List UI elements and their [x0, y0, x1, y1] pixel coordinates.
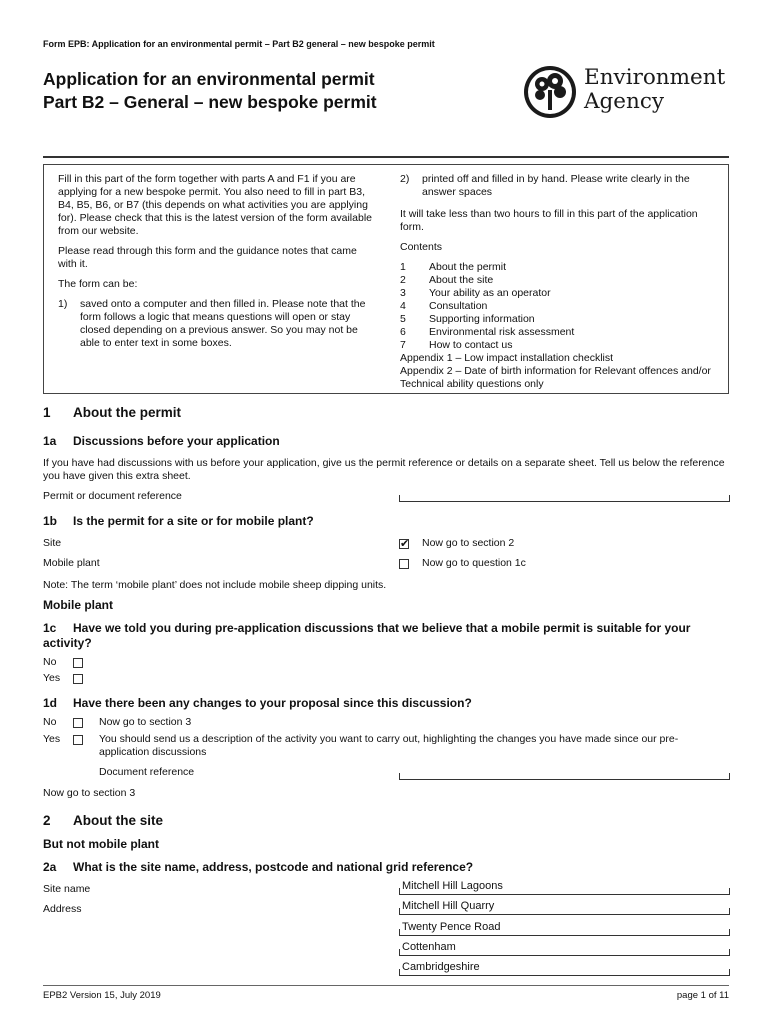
item-text: saved onto a computer and then filled in. Please note that the form follows a logic that means questions will open or stay closed depending on a previous answer. So you may not be able to enter text in some boxes.: [80, 298, 366, 349]
logo-line-1: Environment: [584, 65, 726, 90]
site-name-value: Mitchell Hill Lagoons: [402, 880, 503, 892]
mobile-plant-note-text: Note: The term ‘mobile plant’ does not include mobile sheep dipping units.: [43, 579, 387, 591]
intro-p1: Fill in this part of the form together with parts A and F1 if you are applying for a new bespoke permit. You also need to fill in part B3, B4, B5, B6, or B7 (this depends on what activities you are applying for). Please check that this is the latest version of the form available from our website.: [58, 173, 372, 237]
site-name-label: Site name: [43, 883, 91, 895]
site-name-input[interactable]: [399, 888, 730, 895]
intro-p3: The form can be:: [58, 278, 138, 290]
q1d-after-note: Now go to section 3: [43, 787, 136, 799]
question-number: 2a: [43, 860, 57, 874]
address-line-3-value: Cottenham: [402, 941, 456, 953]
address-line-4-input[interactable]: [399, 969, 730, 976]
question-number: 1c: [43, 621, 57, 635]
q1c-yes-checkbox[interactable]: [73, 674, 83, 684]
but-not-mobile-heading: But not mobile plant: [43, 837, 159, 851]
permit-reference-label: Permit or document reference: [43, 490, 182, 502]
contents-title: Contents: [400, 241, 443, 253]
intro-item-2: [400, 173, 722, 199]
header-rule: [43, 156, 729, 158]
address-line-1-input[interactable]: [399, 908, 730, 915]
section-title: About the permit: [73, 405, 181, 420]
address-line-1-value: Mitchell Hill Quarry: [402, 900, 495, 912]
mobile-plant-note: Now go to question 1c: [422, 557, 526, 569]
title-line-1: Application for an environmental permit: [43, 69, 375, 89]
document-reference-label: Document reference: [99, 766, 195, 778]
mobile-plant-checkbox[interactable]: [399, 559, 409, 569]
environment-agency-logo: [522, 64, 732, 120]
q1c-heading: [43, 621, 729, 651]
q2a-heading: [43, 860, 473, 874]
q1a-heading: [43, 434, 280, 448]
question-title: Have we told you during pre-application discussions that we believe that a mobile permit is suitable for your activity?: [43, 621, 691, 650]
item-text: printed off and filled in by hand. Please write clearly in the answer spaces: [422, 173, 690, 198]
section-2-heading: [43, 813, 163, 828]
permit-reference-input[interactable]: [399, 495, 730, 502]
q1d-heading: [43, 696, 472, 710]
q1d-no-checkbox[interactable]: [73, 718, 83, 728]
q1c-yes-label: Yes: [43, 672, 61, 684]
address-label: Address: [43, 903, 82, 915]
question-number: 1d: [43, 696, 58, 710]
document-reference-input[interactable]: [399, 773, 730, 780]
tree-icon: [522, 64, 578, 120]
running-header: Form EPB: Application for an environmental permit – Part B2 general – new bespoke permit: [43, 39, 435, 49]
option-mobile-plant-label: Mobile plant: [43, 557, 100, 569]
footer-rule: [43, 985, 729, 986]
contents-item[interactable]: 5 Supporting information: [400, 313, 535, 325]
section-number: 2: [43, 813, 51, 828]
footer-page-number: page 1 of 11: [676, 990, 729, 1001]
site-checkbox[interactable]: [399, 539, 409, 549]
item-number: 1): [58, 298, 68, 310]
q1c-no-checkbox[interactable]: [73, 658, 83, 668]
question-number: 1a: [43, 434, 57, 448]
logo-text: [584, 66, 725, 114]
contents-appendix-2[interactable]: Appendix 2 – Date of birth information for Relevant offences and/or Technical ability questions only: [400, 365, 711, 390]
intro-p2: Please read through this form and the guidance notes that came with it.: [58, 245, 357, 270]
section-1-heading: [43, 405, 181, 420]
section-number: 1: [43, 405, 51, 420]
q1a-text: If you have had discussions with us before your application, give us the permit reference or details on a separate sheet. Tell us below the reference you have given this extra sheet.: [43, 457, 725, 482]
q1d-yes-note: You should send us a description of the activity you want to carry out, highlighting the changes you have made since our pre-application discussions: [99, 733, 679, 758]
q1d-yes-label: Yes: [43, 733, 61, 745]
title-line-2: Part B2 – General – new bespoke permit: [43, 92, 377, 112]
q1d-no-label: No: [43, 716, 57, 728]
question-title: What is the site name, address, postcode and national grid reference?: [73, 860, 474, 874]
mobile-plant-heading: Mobile plant: [43, 598, 113, 612]
contents-appendix-1[interactable]: Appendix 1 – Low impact installation checklist: [400, 352, 614, 364]
logo-line-2: Agency: [584, 89, 665, 114]
intro-item-1: [58, 298, 376, 350]
item-number: 2): [400, 173, 410, 185]
contents-item[interactable]: 2 About the site: [400, 274, 494, 286]
q1d-yes-checkbox[interactable]: [73, 735, 83, 745]
contents-item[interactable]: 3 Your ability as an operator: [400, 287, 551, 299]
address-line-2-value: Twenty Pence Road: [402, 921, 501, 933]
section-title: About the site: [73, 813, 163, 828]
contents-item[interactable]: 7 How to contact us: [400, 339, 513, 351]
q1c-no-label: No: [43, 656, 57, 668]
q1d-no-note: Now go to section 3: [99, 716, 192, 728]
address-line-2-input[interactable]: [399, 929, 730, 936]
page-title: [43, 68, 377, 114]
question-title: Have there been any changes to your proposal since this discussion?: [73, 696, 472, 710]
site-note: Now go to section 2: [422, 537, 515, 549]
q1b-heading: [43, 514, 314, 528]
contents-item[interactable]: 4 Consultation: [400, 300, 488, 312]
time-note: It will take less than two hours to fill in this part of the application form.: [400, 208, 698, 233]
contents-item[interactable]: 6 Environmental risk assessment: [400, 326, 575, 338]
contents-list: [400, 261, 722, 391]
address-line-4-value: Cambridgeshire: [402, 961, 480, 973]
option-site-label: Site: [43, 537, 62, 549]
footer-version: EPB2 Version 15, July 2019: [43, 990, 161, 1001]
intro-box: [43, 164, 729, 394]
contents-item[interactable]: 1 About the permit: [400, 261, 507, 273]
question-number: 1b: [43, 514, 58, 528]
question-title: Is the permit for a site or for mobile plant?: [73, 514, 314, 528]
question-title: Discussions before your application: [73, 434, 280, 448]
address-line-3-input[interactable]: [399, 949, 730, 956]
